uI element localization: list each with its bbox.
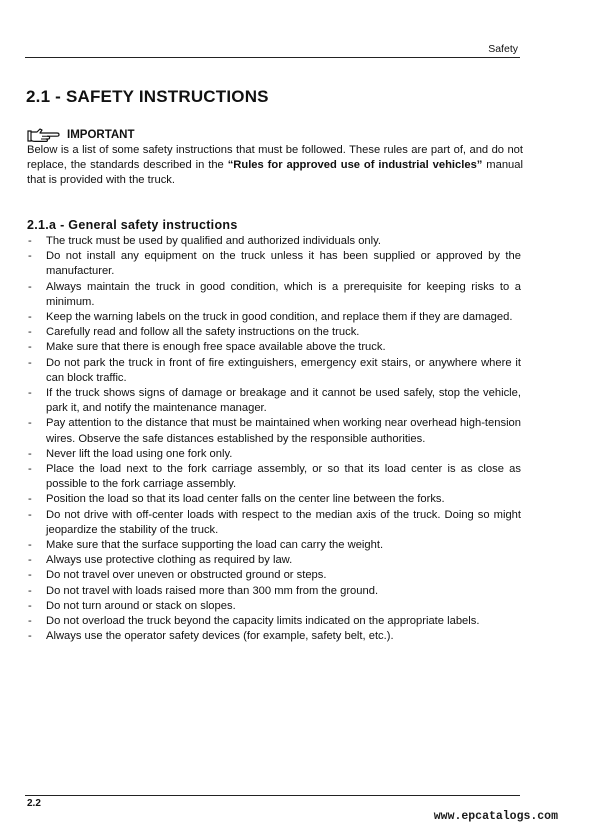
important-text-bold: “Rules for approved use of industrial vehicles” — [227, 159, 483, 172]
list-item: - Do not travel with loads raised more than 300 mm from the ground. — [27, 584, 521, 599]
section-title: 2.1 - SAFETY INSTRUCTIONS — [26, 87, 269, 106]
list-item: - Make sure that there is enough free space available above the truck. — [27, 340, 521, 355]
important-text-before: Below is a list of some safety instructions that must be followed. These rules are part of, and do not replace, the standards described in the — [27, 144, 523, 172]
subsection-title: 2.1.a - General safety instructions — [27, 218, 238, 232]
list-item: - Position the load so that its load center falls on the center line between the forks. — [27, 492, 521, 507]
page-number: 2.2 — [27, 798, 41, 809]
important-text — [27, 143, 523, 189]
list-item: - Do not travel over uneven or obstructed ground or steps. — [27, 568, 521, 583]
list-item: - Place the load next to the fork carriage assembly, or so that its load center is as close as possible to the fork carriage assembly. — [27, 462, 521, 492]
list-item: - Do not drive with off-center loads with respect to the median axis of the truck. Doing so might jeopardize the stability of the truck. — [27, 508, 521, 538]
watermark: www.epcatalogs.com — [433, 810, 558, 823]
list-item: - Do not turn around or stack on slopes. — [27, 599, 521, 614]
list-item: - Do not install any equipment on the truck unless it has been supplied or approved by the manufacturer. — [27, 249, 521, 279]
important-heading — [27, 127, 523, 143]
pointing-hand-icon — [27, 127, 63, 143]
list-item: - Always use protective clothing as required by law. — [27, 553, 521, 568]
list-item: - The truck must be used by qualified and authorized individuals only. — [27, 234, 521, 249]
list-item: - Make sure that the surface supporting the load can carry the weight. — [27, 538, 521, 553]
footer-rule — [25, 795, 520, 796]
list-item: - Always use the operator safety devices (for example, safety belt, etc.). — [27, 629, 521, 644]
list-item: - Never lift the load using one fork only. — [27, 447, 521, 462]
list-item: - Keep the warning labels on the truck in good condition, and replace them if they are damaged. — [27, 310, 521, 325]
list-item: - Pay attention to the distance that must be maintained when working near overhead high-tension wires. Observe the safe distances established by the responsible authorities. — [27, 416, 521, 446]
safety-rules-list — [27, 234, 521, 644]
important-text-after: manual that is provided with the truck. — [27, 159, 523, 187]
important-label: IMPORTANT — [67, 129, 135, 141]
list-item: - Always maintain the truck in good condition, which is a prerequisite for keeping risks to a minimum. — [27, 280, 521, 310]
list-item: - Do not overload the truck beyond the capacity limits indicated on the appropriate labels. — [27, 614, 521, 629]
important-notice — [27, 127, 523, 189]
page-header-label: Safety — [488, 43, 518, 55]
list-item: - Do not park the truck in front of fire extinguishers, emergency exit stairs, or anywhere where it can block traffic. — [27, 356, 521, 386]
header-rule — [25, 57, 520, 58]
list-item: - Carefully read and follow all the safety instructions on the truck. — [27, 325, 521, 340]
list-item: - If the truck shows signs of damage or breakage and it cannot be used safely, stop the vehicle, park it, and notify the maintenance manager. — [27, 386, 521, 416]
